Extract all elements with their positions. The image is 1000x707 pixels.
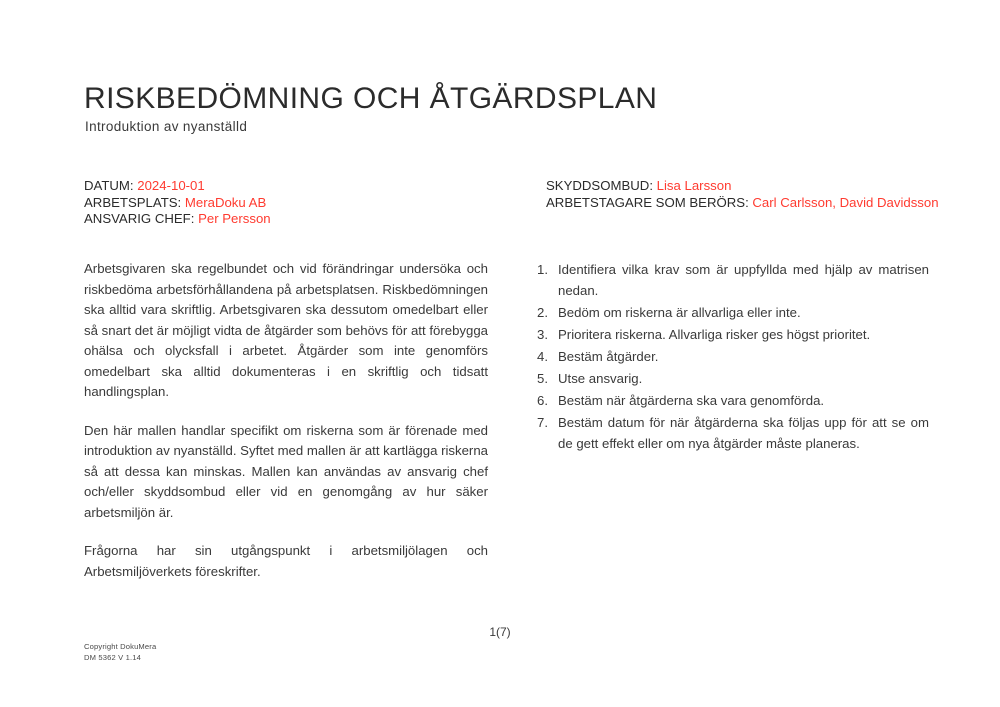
metadata-row-arbetsplats — [84, 195, 271, 212]
list-item-number: 7. — [537, 415, 548, 430]
list-item-label: Bestäm åtgärder. — [558, 349, 659, 364]
list-item-label: Bestäm när åtgärderna ska vara genomförda. — [558, 393, 825, 408]
page-subtitle: Introduktion av nyanställd — [85, 119, 248, 134]
list-item-number: 5. — [537, 371, 548, 386]
list-item-number: 6. — [537, 393, 548, 408]
metadata-label-skyddsombud: SKYDDSOMBUD: — [546, 178, 653, 193]
list-item-label: Prioritera riskerna. Allvarliga risker ges högst prioritet. — [558, 327, 871, 342]
list-item — [537, 346, 929, 367]
list-item-label: Bestäm datum för när åtgärderna ska följas upp för att se om de gett effekt eller om nya åtgärder måste planeras. — [558, 415, 929, 451]
list-item-number: 1. — [537, 262, 548, 277]
metadata-label-ansvarig-chef: ANSVARIG CHEF: — [84, 211, 195, 227]
footer-doc-code: DM 5362 V 1.14 — [84, 652, 141, 662]
metadata-value-datum: 2024-10-01 — [137, 178, 205, 193]
metadata-value-skyddsombud: Lisa Larsson — [656, 178, 732, 193]
paragraph-1: Arbetsgivaren ska regelbundet och vid förändringar undersöka och riskbedöma arbetsförhållandena på arbetsplatsen. Riskbedömningen ska alltid vara skriftlig. Arbetsgivaren ska dessutom omedelbart eller så snart det är möjligt vidta de åtgärder som behövs för att förebygga ohälsa och olycksfall i arbetet. Åtgärder som inte genomförs omedelbart ska alltid dokumenteras i en skriftlig och tidsatt handlingsplan. — [84, 261, 488, 399]
list-item-number: 4. — [537, 349, 548, 364]
list-item — [537, 412, 929, 454]
metadata-row-skyddsombud — [546, 178, 939, 195]
steps-list — [537, 259, 929, 454]
list-item — [537, 390, 929, 411]
body-column-left — [84, 259, 488, 582]
list-item — [537, 302, 929, 323]
metadata-value-arbetstagare: Carl Carlsson, David Davidsson — [752, 194, 939, 210]
list-item-number: 2. — [537, 305, 548, 320]
list-item — [537, 259, 929, 301]
metadata-label-datum: DATUM: — [84, 178, 134, 193]
list-item-label: Bedöm om riskerna är allvarliga eller inte. — [558, 305, 801, 320]
page-title: RISKBEDÖMNING OCH ÅTGÄRDSPLAN — [84, 82, 658, 115]
metadata-label-arbetsplats: ARBETSPLATS: — [84, 194, 182, 210]
paragraph-2: Den här mallen handlar specifikt om riskerna som är förenade med introduktion av nyanställd. Syftet med mallen är att kartlägga riskerna så att dessa kan minskas. Mallen kan användas av ansvarig chef och/eller skyddsombud eller vid en genomgång av hur säker arbetsmiljön är. — [84, 422, 488, 520]
metadata-row-ansvarig-chef — [84, 211, 271, 228]
list-item-number: 3. — [537, 327, 548, 342]
metadata-block-left — [84, 178, 271, 228]
list-item-label: Identifiera vilka krav som är uppfyllda med hjälp av matrisen nedan. — [558, 262, 929, 298]
metadata-value-arbetsplats: MeraDoku AB — [184, 194, 267, 210]
list-item — [537, 324, 929, 345]
metadata-row-arbetstagare — [546, 195, 939, 212]
list-item-label: Utse ansvarig. — [558, 371, 643, 386]
paragraph-3: Frågorna har sin utgångspunkt i arbetsmiljölagen och Arbetsmiljöverkets föreskrifter. — [84, 543, 488, 579]
footer-copyright-block — [84, 642, 156, 663]
metadata-value-ansvarig-chef: Per Persson — [198, 211, 271, 227]
list-item — [537, 368, 929, 389]
body-column-right — [537, 259, 929, 455]
page-number: 1(7) — [489, 625, 511, 639]
metadata-label-arbetstagare: ARBETSTAGARE SOM BERÖRS: — [546, 194, 749, 210]
metadata-row-datum — [84, 178, 271, 195]
footer-copyright: Copyright DokuMera — [84, 642, 157, 651]
metadata-block-right — [546, 178, 939, 211]
